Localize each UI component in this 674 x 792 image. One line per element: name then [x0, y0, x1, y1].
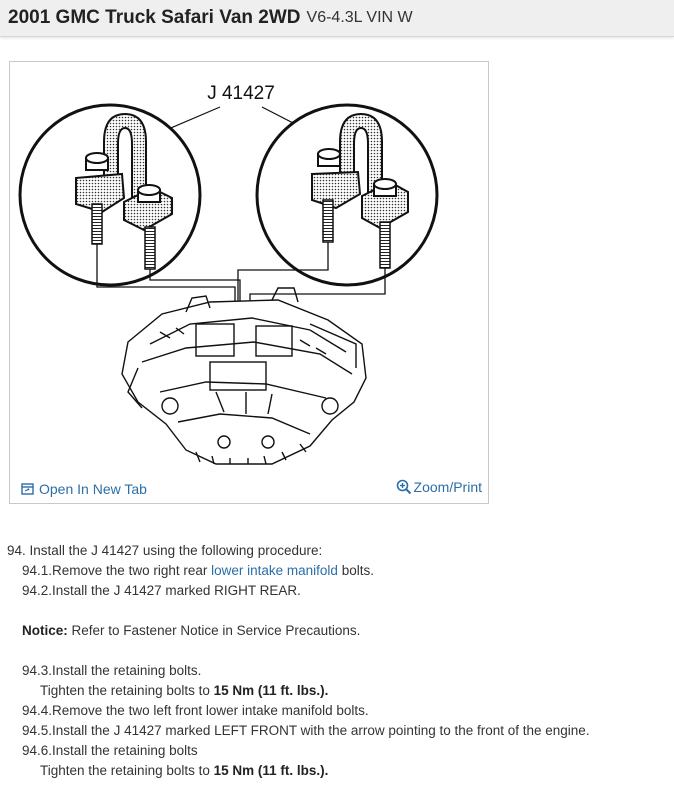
step-94-4: 94.4.Remove the two left front lower intake manifold bolts.	[22, 703, 369, 718]
torque-value: 15 Nm (11 ft. lbs.)	[213, 683, 325, 698]
step-94-6: 94.6.Install the retaining bolts	[22, 743, 198, 758]
engine-subtitle: V6-4.3L VIN W	[306, 9, 413, 26]
step-94-1: 94.1.Remove the two right rear lower intake manifold bolts.	[22, 563, 374, 578]
step-94-5: 94.5.Install the J 41427 marked LEFT FRONT with the arrow pointing to the front of the engine.	[22, 723, 590, 738]
spacer	[7, 601, 667, 621]
right-detail-circle	[257, 105, 437, 285]
engine-block	[122, 288, 366, 464]
notice: Notice: Refer to Fastener Notice in Service Precautions.	[22, 623, 361, 638]
torque-value: 15 Nm (11 ft. lbs.)	[213, 763, 325, 778]
left-detail-circle	[20, 105, 200, 285]
tool-number-label: J 41427	[207, 83, 275, 104]
lower-intake-manifold-link[interactable]: lower intake manifold	[211, 563, 338, 578]
figure-footer	[10, 476, 488, 503]
step-94: 94. Install the J 41427 using the following procedure:	[7, 543, 323, 558]
open-in-new-tab-link[interactable]	[21, 481, 147, 497]
spacer	[7, 641, 667, 661]
step-94-3: 94.3.Install the retaining bolts.	[22, 663, 202, 678]
j41427-illustration	[10, 62, 488, 476]
figure-container	[9, 61, 489, 504]
procedure-text	[7, 541, 667, 781]
step-94-3-torque: Tighten the retaining bolts to 15 Nm (11 ft. lbs.).	[40, 683, 329, 698]
open-in-new-tab-label: Open In New Tab	[39, 481, 147, 497]
magnifier-plus-icon	[396, 479, 412, 495]
step-94-6-torque: Tighten the retaining bolts to 15 Nm (11 ft. lbs.).	[40, 763, 329, 778]
notice-label: Notice:	[22, 623, 68, 638]
zoom-print-label: Zoom/Print	[413, 479, 482, 495]
page-header	[0, 0, 674, 37]
zoom-print-link[interactable]	[396, 479, 482, 495]
open-new-tab-icon	[21, 483, 34, 495]
page-title: 2001 GMC Truck Safari Van 2WD	[8, 7, 301, 28]
step-94-2: 94.2.Install the J 41427 marked RIGHT REAR.	[22, 583, 301, 598]
